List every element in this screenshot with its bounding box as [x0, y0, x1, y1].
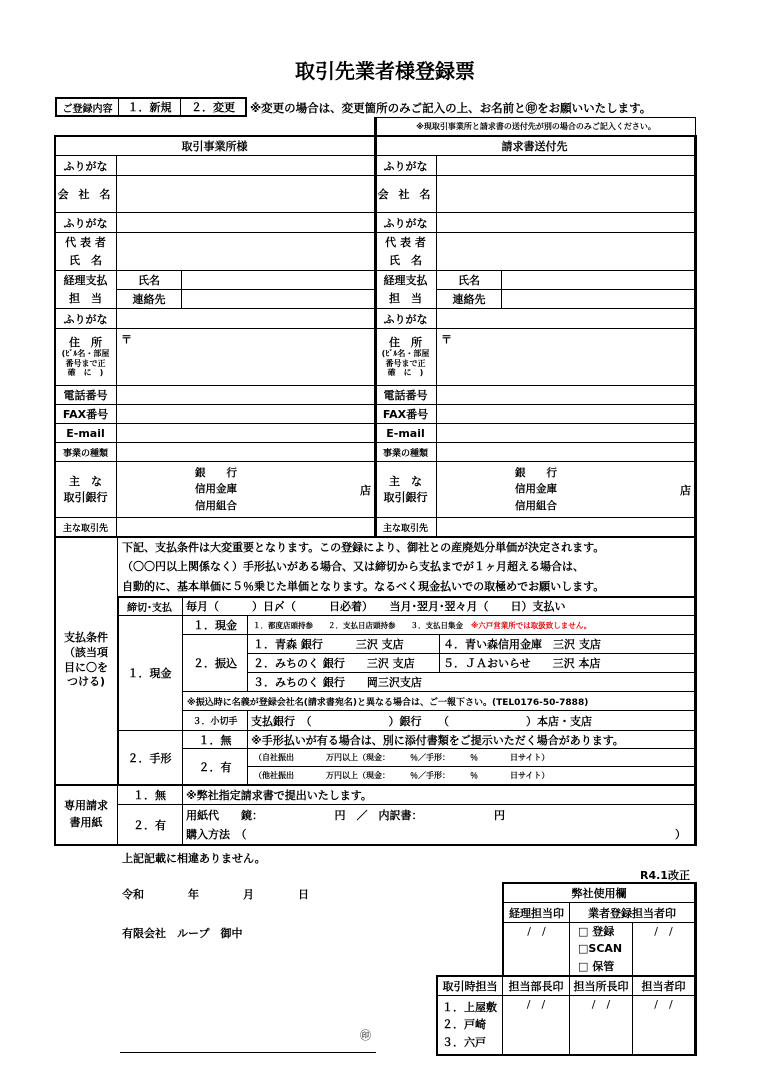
payment-intro	[117, 537, 695, 597]
right-email-row-field[interactable]	[437, 424, 695, 443]
right-phone-row-field[interactable]	[437, 386, 695, 405]
cash-sub-label[interactable]: １．現金	[183, 616, 248, 635]
transfer-label[interactable]: ２．振込	[183, 635, 248, 692]
label-line: 氏 名	[389, 253, 422, 267]
label-line: 担 当	[69, 291, 102, 305]
purchase-close: ）	[675, 828, 686, 842]
checkbox-scan[interactable]: □SCAN	[578, 942, 623, 956]
left-representative-row-label	[55, 233, 117, 271]
right-contact-name-field[interactable]	[502, 271, 695, 290]
address-note: (ﾋﾞﾙ名・部屋 番号まで正 確 に )	[381, 349, 430, 378]
bank-option[interactable]: ５．ＪＡおいらせ 三沢 本店	[440, 654, 695, 673]
date-field[interactable]: 令和 年 月 日	[122, 888, 309, 901]
intro-line: （〇〇円以上関係なく）手形払いがある場合、又は締切から支払までが１ヶ月超える場合は、	[122, 560, 584, 574]
address-note: (ﾋﾞﾙ名・部屋 番号まで正 確 に )	[61, 349, 110, 378]
bank-option[interactable]: ２．みちのく 銀行 三沢 支店	[248, 654, 440, 673]
right-business-type-row-field[interactable]	[437, 443, 695, 462]
keiri-seal-field[interactable]: / /	[503, 923, 570, 976]
bank-type: 信用金庫	[195, 483, 237, 496]
left-contact-info-label: 連絡先	[117, 290, 182, 309]
right-bank-field[interactable]	[437, 462, 695, 518]
bank-option[interactable]: ４．青い森信用金庫 三沢 支店	[440, 635, 695, 654]
registration-checklist	[570, 923, 633, 976]
bank-type: 銀 行	[195, 467, 237, 480]
tegata-has[interactable]: ２．有	[183, 749, 248, 785]
left-address-furigana-row-label: ふりがな	[55, 309, 117, 329]
intro-line: 自動的に、基本単価に５％乗じた単価となります。なるべく現金払いでの取極めでお願いします。	[122, 580, 605, 594]
revision-label: R4.1改正	[640, 869, 690, 882]
bank-option[interactable]: １．青森 銀行 三沢 支店	[248, 635, 440, 654]
office-use-title: 弊社使用欄	[503, 883, 695, 903]
right-contact-info-label: 連絡先	[437, 290, 502, 309]
cutoff-label: 締切･支払	[117, 597, 183, 616]
left-contact-name-field[interactable]	[182, 271, 375, 290]
left-address-field[interactable]	[117, 329, 375, 386]
left-address-furigana-row-field[interactable]	[117, 309, 375, 329]
paper-cost: 用紙代 鏡： 円 ／ 内訳書： 円	[186, 808, 505, 822]
bank-type: 信用組合	[195, 499, 237, 512]
left-rep-furigana-row-label: ふりがな	[55, 213, 117, 233]
cash-options[interactable]	[248, 616, 695, 635]
left-contact-info-field[interactable]	[182, 290, 375, 309]
left-phone-row-field[interactable]	[117, 386, 375, 405]
left-representative-row-field[interactable]	[117, 233, 375, 271]
bucho-seal-field[interactable]: / /	[503, 996, 570, 1055]
bank-option[interactable]: ３．みちのく 銀行 岡三沢支店	[248, 673, 695, 692]
tanto-seal-field[interactable]: / /	[633, 996, 695, 1055]
left-fax-row-label: FAX番号	[55, 405, 117, 424]
bucho-header: 担当部長印	[503, 976, 570, 996]
left-contact-name-label: 氏名	[117, 271, 182, 290]
tegata-none[interactable]: １．無	[183, 731, 248, 749]
page-title: 取引先業者様登録票	[295, 59, 475, 83]
cash-label[interactable]: １．現金	[117, 616, 183, 731]
bank-type: 信用金庫	[515, 483, 557, 496]
right-business-type-row-label: 事業の種類	[375, 443, 437, 462]
left-main-partner-row-label: 主な取引先	[55, 518, 117, 537]
left-company-name-row-label: 会 社 名	[55, 176, 117, 213]
left-business-type-row-label: 事業の種類	[55, 443, 117, 462]
right-contact-info-field[interactable]	[502, 290, 695, 309]
left-main-partner-row-field[interactable]	[117, 518, 375, 537]
label-line: 代 表 者	[385, 235, 426, 249]
right-address-row-label	[375, 329, 437, 386]
left-header: 取引事業所様	[55, 136, 375, 156]
tegata-note: ※手形払いが有る場合は、別に添付書類をご提示いただく場合があります。	[248, 731, 695, 749]
check-field[interactable]: 支払銀行 （ ）銀行 （ ）本店・支店	[248, 711, 695, 731]
option-new[interactable]: １．新規	[119, 99, 181, 115]
right-representative-row-field[interactable]	[437, 233, 695, 271]
left-email-row-label: E-mail	[55, 424, 117, 443]
tegata-label[interactable]: ２．手形	[117, 731, 183, 785]
right-fax-row-field[interactable]	[437, 405, 695, 424]
right-address-furigana-row-label: ふりがな	[375, 309, 437, 329]
right-representative-row-label	[375, 233, 437, 271]
invoice-label: 専用請求 書用紙	[55, 785, 118, 845]
left-furigana-row-label: ふりがな	[55, 156, 117, 176]
tegata-other-issue[interactable]: （他社振出 万円以上（現金： ％／手形： ％ 日サイト）	[248, 767, 695, 785]
left-bank-field[interactable]	[117, 462, 375, 518]
label-line: 経理支払	[383, 273, 428, 287]
label-line: 担 当	[389, 291, 422, 305]
office-option[interactable]: １．上屋敷	[442, 1000, 497, 1014]
left-business-type-row-field[interactable]	[117, 443, 375, 462]
bank-type: 信用組合	[515, 499, 557, 512]
right-furigana-row-field[interactable]	[437, 156, 695, 176]
branch-suffix: 店	[360, 483, 371, 497]
right-phone-row-label: 電話番号	[375, 386, 437, 405]
registration-label: ご登録内容	[57, 99, 119, 115]
transfer-note: ※振込時に名義が登録会社名(請求書宛名)と異なる場合は、ご一報下さい。(TEL0176-50-7888)	[183, 692, 695, 711]
left-address-row-label	[55, 329, 117, 386]
tanto-header: 担当者印	[633, 976, 695, 996]
send-note: ※現取引事業所と請求書の送付先が別の場合のみご記入ください。	[376, 117, 696, 136]
right-fax-row-label: FAX番号	[375, 405, 437, 424]
payment-label: 支払条件 （該当項 目に〇を つける)	[55, 537, 118, 785]
right-rep-furigana-row-label: ふりがな	[375, 213, 437, 233]
right-accounting-contact-row-label	[375, 271, 437, 309]
label-line: 経理支払	[63, 273, 108, 287]
right-address-furigana-row-field[interactable]	[437, 309, 695, 329]
invoice-has-detail[interactable]	[183, 805, 695, 845]
addressee: 有限会社 ループ 御中	[122, 927, 243, 940]
left-email-row-field[interactable]	[117, 424, 375, 443]
option-change[interactable]: ２．変更	[191, 101, 235, 114]
office-option[interactable]: ２．戸崎	[442, 1018, 486, 1032]
shocho-seal-field[interactable]: / /	[570, 996, 633, 1055]
torihiki-header: 取引時担当	[437, 976, 503, 996]
label-line: 住 所	[69, 336, 102, 350]
right-company-name-row-label: 会 社 名	[375, 176, 437, 213]
right-email-row-label: E-mail	[375, 424, 437, 443]
right-address-field[interactable]	[437, 329, 695, 386]
check-label[interactable]: ３．小切手	[183, 711, 248, 731]
left-furigana-row-field[interactable]	[117, 156, 375, 176]
invoice-has[interactable]: ２．有	[117, 805, 183, 845]
invoice-none-note: ※弊社指定請求書で提出いたします。	[183, 785, 695, 805]
left-fax-row-field[interactable]	[117, 405, 375, 424]
right-company-name-row-field[interactable]	[437, 176, 695, 213]
invoice-none[interactable]: １．無	[117, 785, 183, 805]
branch-suffix: 店	[680, 483, 691, 497]
cash-options-text: １．都度店頭持参 ２．支払日店頭持参 ３．支払日集金	[253, 620, 463, 630]
left-rep-furigana-row-field[interactable]	[117, 213, 375, 233]
label-line: 代 表 者	[65, 235, 106, 249]
office-list	[437, 996, 503, 1055]
right-main-bank-row-label: 主 な 取引銀行	[375, 462, 437, 518]
left-company-name-row-field[interactable]	[117, 176, 375, 213]
postal-mark: 〒	[441, 333, 452, 346]
seal-mark: ㊞	[360, 1029, 371, 1042]
shocho-header: 担当所長印	[570, 976, 633, 996]
checkbox-storage[interactable]: □ 保管	[578, 959, 615, 973]
registration-note: ※変更の場合は、変更箇所のみご記入の上、お名前と㊞をお願いいたします。	[250, 101, 652, 115]
registration-box	[55, 97, 247, 117]
postal-mark: 〒	[121, 333, 132, 346]
checkbox-register[interactable]: □ 登録	[578, 925, 615, 939]
cutoff-field[interactable]: 毎月（ ）日〆（ 日必着） 当月･翌月･翌々月（ 日）支払い	[183, 597, 695, 616]
right-rep-furigana-row-field[interactable]	[437, 213, 695, 233]
left-main-bank-row-label: 主 な 取引銀行	[55, 462, 117, 518]
purchase-method: 購入方法 （	[186, 828, 247, 842]
bank-type: 銀 行	[515, 467, 557, 480]
label-line: 氏 名	[69, 253, 102, 267]
cash-warning: ※六戸営業所では取扱致しません。	[471, 620, 592, 630]
tegata-own-issue[interactable]: （自社振出 万円以上（現金： ％／手形： ％ 日サイト）	[248, 749, 695, 767]
office-option[interactable]: ３．六戸	[442, 1035, 486, 1049]
right-main-partner-row-field[interactable]	[437, 518, 695, 537]
right-furigana-row-label: ふりがな	[375, 156, 437, 176]
right-contact-name-label: 氏名	[437, 271, 502, 290]
right-main-partner-row-label: 主な取引先	[375, 518, 437, 537]
confirmation-text: 上記記載に相違ありません。	[122, 852, 266, 865]
right-header: 請求書送付先	[375, 136, 695, 156]
gyosha-seal-field[interactable]: / /	[633, 923, 695, 976]
gyosha-seal-header: 業者登録担当者印	[570, 903, 695, 923]
label-line: 住 所	[389, 336, 422, 350]
left-phone-row-label: 電話番号	[55, 386, 117, 405]
left-accounting-contact-row-label	[55, 271, 117, 309]
keiri-seal-header: 経理担当印	[503, 903, 570, 923]
signature-line[interactable]	[120, 1052, 376, 1053]
intro-line: 下記、支払条件は大変重要となります。この登録により、御社との産廃処分単価が決定されます。	[122, 540, 605, 554]
